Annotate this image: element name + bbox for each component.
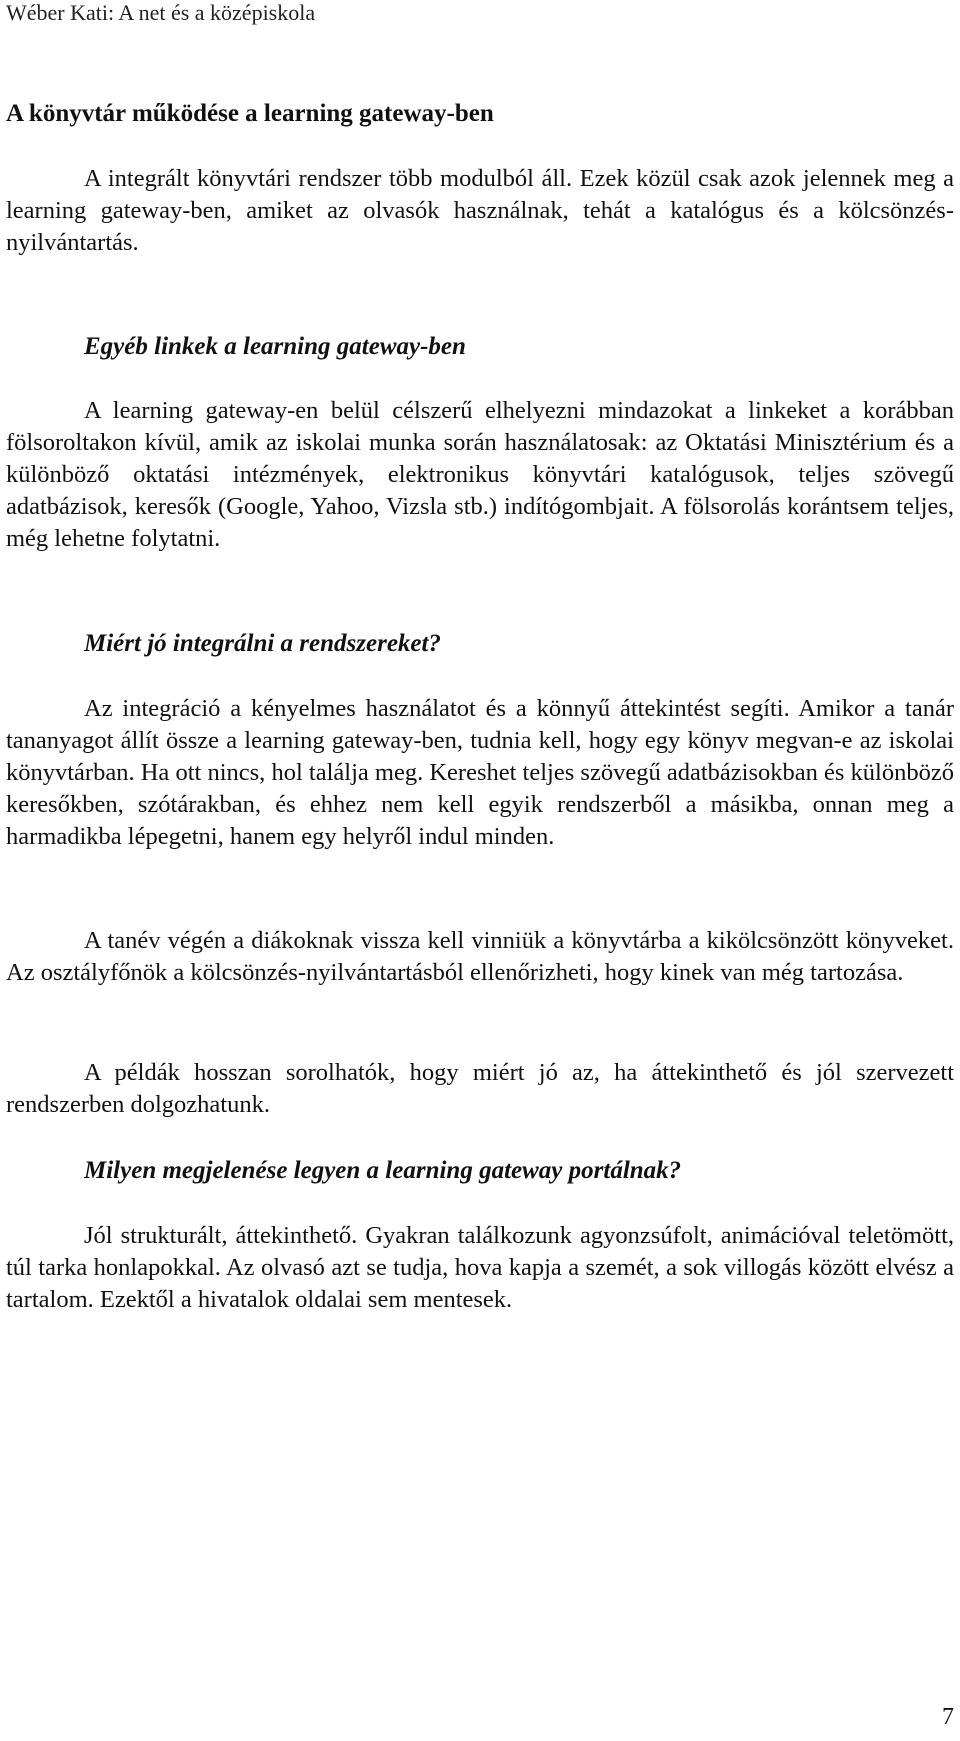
section-heading-links: Egyéb linkek a learning gateway-ben xyxy=(84,333,466,360)
section-heading-portal: Milyen megjelenése legyen a learning gateway portálnak? xyxy=(84,1157,682,1184)
page-number: 7 xyxy=(942,1704,954,1730)
paragraph-library: A integrált könyvtári rendszer több modulból áll. Ezek közül csak azok jelennek meg a learning gateway-ben, amiket az olvasók használnak, tehát a katalógus és a kölcsönzés-nyilvántartás. xyxy=(6,165,954,256)
section-heading-why: Miért jó integrálni a rendszereket? xyxy=(84,630,441,657)
paragraph-why-3: A példák hosszan sorolhatók, hogy miért jó az, ha áttekinthető és jól szervezett rendszerben dolgozhatunk. xyxy=(6,1059,954,1118)
paragraph-links: A learning gateway-en belül célszerű elhelyezni mindazokat a linkeket a korábban fölsoroltakon kívül, amik az iskolai munka során használatosak: az Oktatási Minisztérium és a különböző oktatási intézmények, elektronikus könyvtári katalógusok, teljes szövegű adatbázisok, keresők (Google, Yahoo, Vizsla stb.) indítógombjait. A fölsorolás korántsem teljes, még lehetne folytatni. xyxy=(6,397,954,552)
paragraph-why-2: A tanév végén a diákoknak vissza kell vinniük a könyvtárba a kikölcsönzött könyveket. Az osztályfőnök a kölcsönzés-nyilvántartásból ellenőrizheti, hogy kinek van még tartozása. xyxy=(6,927,954,986)
running-header: Wéber Kati: A net és a középiskola xyxy=(6,0,316,25)
section-heading-library: A könyvtár működése a learning gateway-ben xyxy=(6,100,494,127)
paragraph-why-1: Az integráció a kényelmes használatot és a könnyű áttekintést segíti. Amikor a tanár tananyagot állít össze a learning gateway-ben, tudnia kell, hogy egy könyv megvan-e az iskolai könyvtárban. Ha ott nincs, hol találja meg. Kereshet teljes szövegű adatbázisokban és különböző keresőkben, szótárakban, és ehhez nem kell egyik rendszerből a másikba, onnan meg a harmadikba lépegetni, hanem egy helyről indul minden. xyxy=(6,695,954,850)
paragraph-portal: Jól strukturált, áttekinthető. Gyakran találkozunk agyonzsúfolt, animációval teletömött, túl tarka honlapokkal. Az olvasó azt se tudja, hova kapja a szemét, a sok villogás között elvész a tartalom. Ezektől a hivatalok oldalai sem mentesek. xyxy=(6,1222,954,1313)
